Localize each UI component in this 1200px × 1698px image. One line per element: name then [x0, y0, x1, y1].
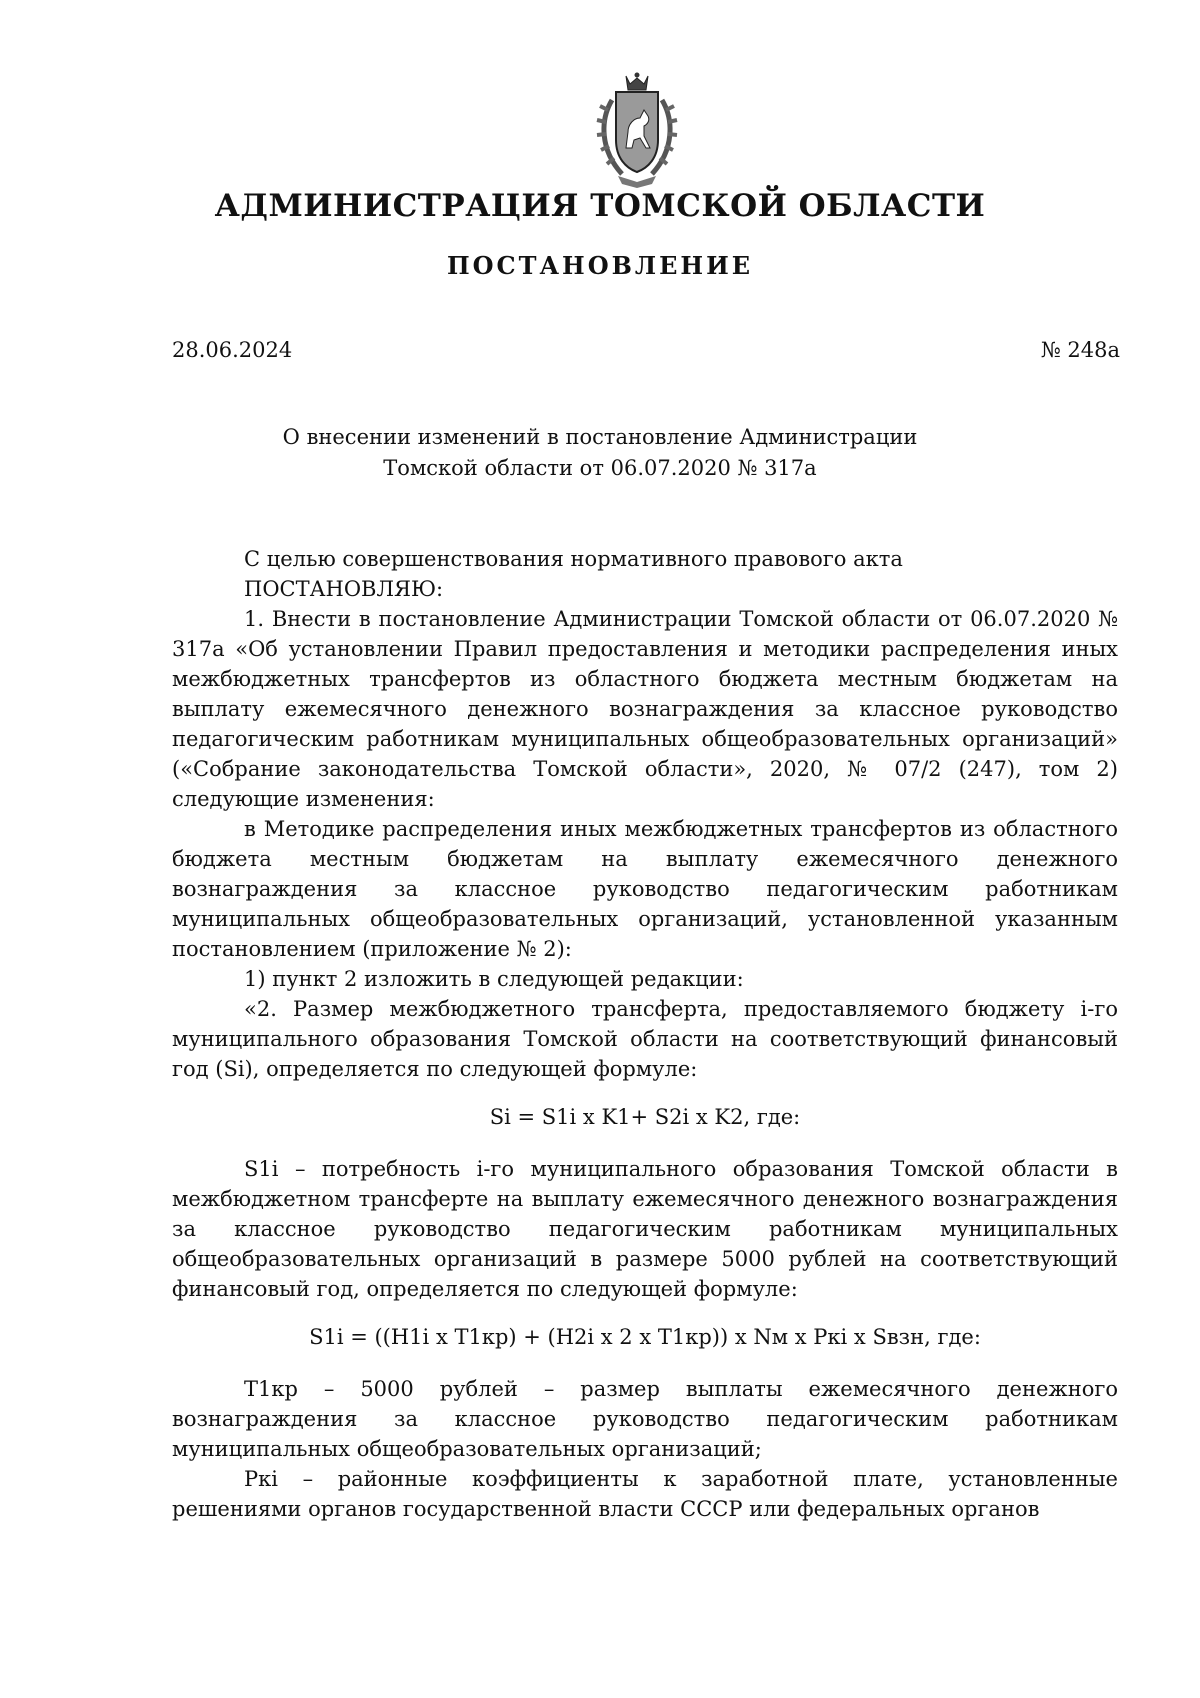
formula-s1i: S1i = ((H1i x T1кр) + (H2i x 2 x T1кр)) x Nм x Pкi x Sвзн, где:	[309, 1325, 981, 1349]
document-title	[200, 422, 1000, 484]
resolve-heading: ПОСТАНОВЛЯЮ:	[244, 577, 444, 601]
document-body	[172, 544, 1118, 1524]
document-number: № 248а	[1040, 338, 1120, 362]
formula-si: Si = S1i x K1+ S2i x K2, где:	[489, 1105, 801, 1129]
coat-of-arms-icon	[582, 70, 692, 190]
document-date: 28.06.2024	[172, 338, 293, 362]
agency-name: АДМИНИСТРАЦИЯ ТОМСКОЙ ОБЛАСТИ	[214, 188, 986, 224]
paragraph-2: в Методике распределения иных межбюджетных трансфертов из областного бюджета местным бюджетам на выплату ежемесячного денежного вознаграждения за классное руководство педагогическим работникам муниципальных общеобразовательных организаций, установленной указанным постановлением (приложение № 2):	[172, 817, 1118, 961]
paragraph-4: «2. Размер межбюджетного трансферта, предоставляемого бюджету i-го муниципального образования Томской области на соответствующий финансовый год (Si), определяется по следующей формуле:	[172, 997, 1118, 1081]
paragraph-5: S1i – потребность i-го муниципального образования Томской области в межбюджетном трансферте на выплату ежемесячного денежного вознаграждения за классное руководство педагогическим работникам муниципальных общеобразовательных организаций в размере 5000 рублей на соответствующий финансовый год, определяется по следующей формуле:	[172, 1157, 1118, 1301]
title-line-2: Томской области от 06.07.2020 № 317а	[383, 456, 817, 480]
paragraph-3: 1) пункт 2 изложить в следующей редакции:	[244, 967, 744, 991]
document-type: ПОСТАНОВЛЕНИЕ	[446, 251, 754, 280]
intro-paragraph: С целью совершенствования нормативного правового акта	[244, 547, 903, 571]
paragraph-7: Ркi – районные коэффициенты к заработной плате, установленные решениями органов государственной власти СССР или федеральных органов	[172, 1467, 1118, 1521]
paragraph-1: 1. Внести в постановление Администрации Томской области от 06.07.2020 № 317а «Об установлении Правил предоставления и методики распределения иных межбюджетных трансфертов из областного бюджета местным бюджетам на выплату ежемесячного денежного вознаграждения за классное руководство педагогическим работникам муниципальных общеобразовательных организаций» («Собрание законодательства Томской области», 2020, № 07/2 (247), том 2) следующие изменения:	[172, 607, 1118, 811]
paragraph-6: T1кр – 5000 рублей – размер выплаты ежемесячного денежного вознаграждения за классное руководство педагогическим работникам муниципальных общеобразовательных организаций;	[172, 1377, 1118, 1461]
title-line-1: О внесении изменений в постановление Администрации	[282, 425, 918, 449]
